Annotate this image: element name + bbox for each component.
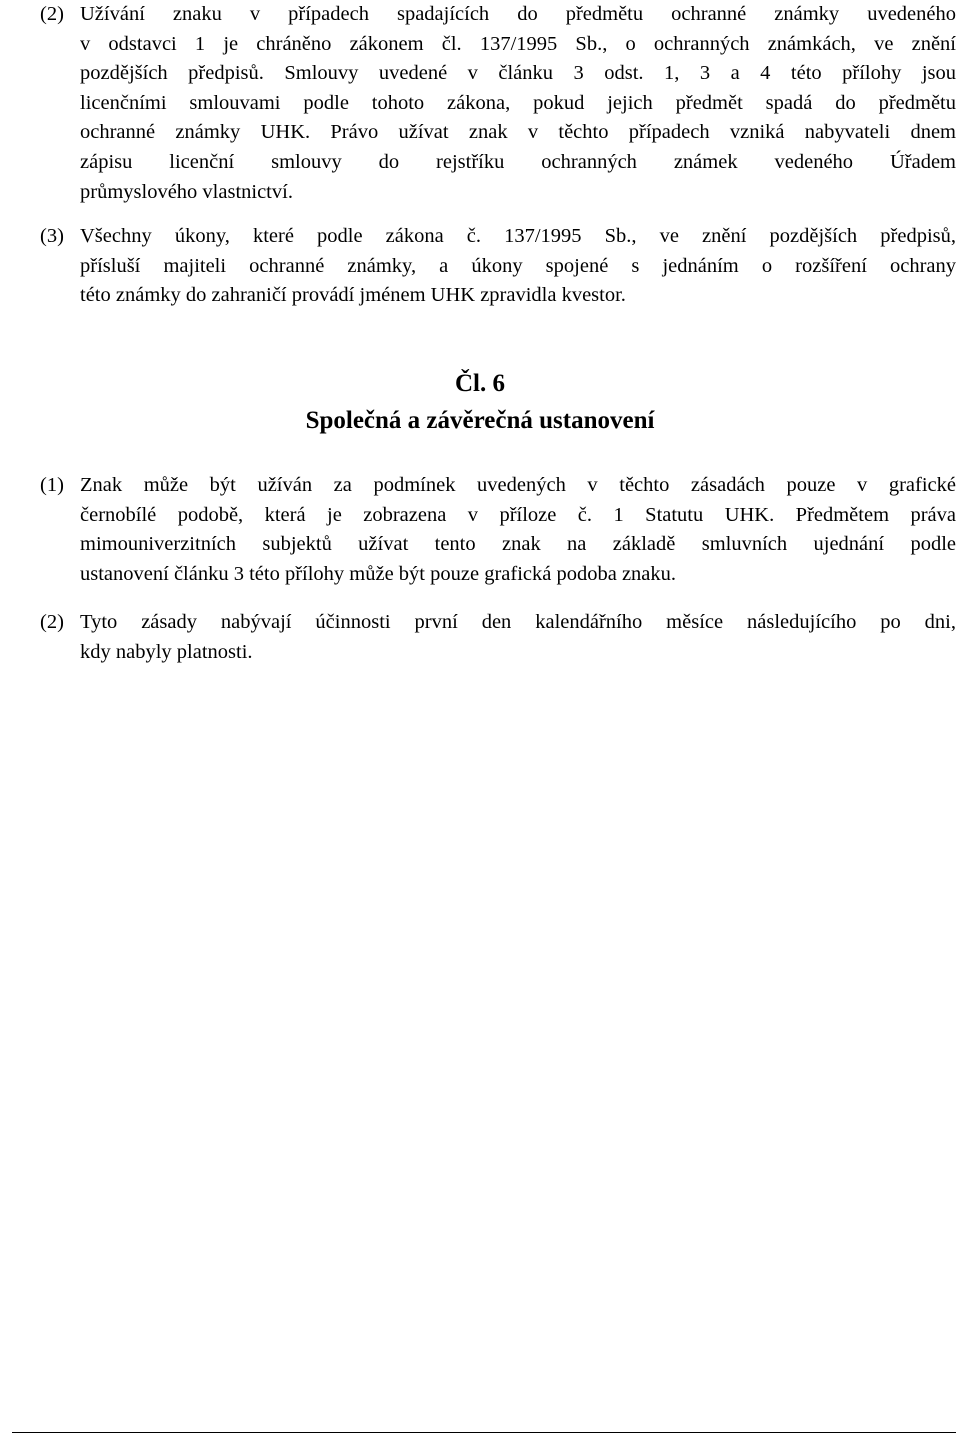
- article6-paragraph-2: [40, 608, 956, 667]
- article6-paragraph-1: [40, 471, 956, 589]
- paragraph-number: (2): [40, 3, 64, 25]
- paragraph-number: (1): [40, 474, 64, 496]
- paragraph-line: této známky do zahraničí provádí jménem UHK zpravidla kvestor.: [80, 284, 626, 307]
- paragraph-text: Tyto zásady nabývají účinnosti první den kalendářního měsíce následujícího po dni,: [80, 611, 956, 633]
- paragraph-line: [40, 0, 956, 30]
- paragraph-line: kdy nabyly platnosti.: [80, 640, 253, 663]
- paragraph-2-trademark: [40, 0, 956, 207]
- paragraph-text: Užívání znaku v případech spadajících do předmětu ochranné známky uvedeného: [80, 3, 956, 25]
- paragraph-line: zápisu licenční smlouvy do rejstříku ochranných známek vedeného Úřadem: [80, 150, 956, 173]
- paragraph-text: Znak může být užíván za podmínek uvedených v těchto zásadách pouze v grafické: [80, 474, 956, 496]
- paragraph-line: licenčními smlouvami podle tohoto zákona, pokud jejich předmět spadá do předmětu: [80, 91, 956, 114]
- paragraph-line: [40, 608, 956, 638]
- paragraph-line: černobílé podobě, která je zobrazena v příloze č. 1 Statutu UHK. Předmětem práva: [80, 503, 956, 526]
- page-bottom-divider: [12, 1432, 956, 1433]
- paragraph-line: průmyslového vlastnictví.: [80, 180, 293, 203]
- paragraph-line: pozdějších předpisů. Smlouvy uvedené v článku 3 odst. 1, 3 a 4 této přílohy jsou: [80, 62, 956, 85]
- paragraph-line: přísluší majiteli ochranné známky, a úkony spojené s jednáním o rozšíření ochrany: [80, 254, 956, 277]
- paragraph-line: [40, 471, 956, 501]
- paragraph-text: Všechny úkony, které podle zákona č. 137/1995 Sb., ve znění pozdějších předpisů,: [80, 225, 956, 247]
- paragraph-3-actions: [40, 222, 956, 311]
- paragraph-line: mimouniverzitních subjektů užívat tento znak na základě smluvních ujednání podle: [80, 533, 956, 556]
- paragraph-line: ustanovení článku 3 této přílohy může být pouze grafická podoba znaku.: [80, 562, 677, 585]
- article-number-heading: Čl. 6: [455, 370, 505, 397]
- paragraph-line: v odstavci 1 je chráněno zákonem čl. 137/1995 Sb., o ochranných známkách, ve znění: [80, 32, 956, 55]
- paragraph-line: [40, 222, 956, 252]
- paragraph-number: (2): [40, 611, 64, 633]
- paragraph-number: (3): [40, 225, 64, 247]
- article-title-heading: Společná a závěrečná ustanovení: [305, 407, 655, 434]
- paragraph-line: ochranné známky UHK. Právo užívat znak v těchto případech vzniká nabyvateli dnem: [80, 121, 956, 144]
